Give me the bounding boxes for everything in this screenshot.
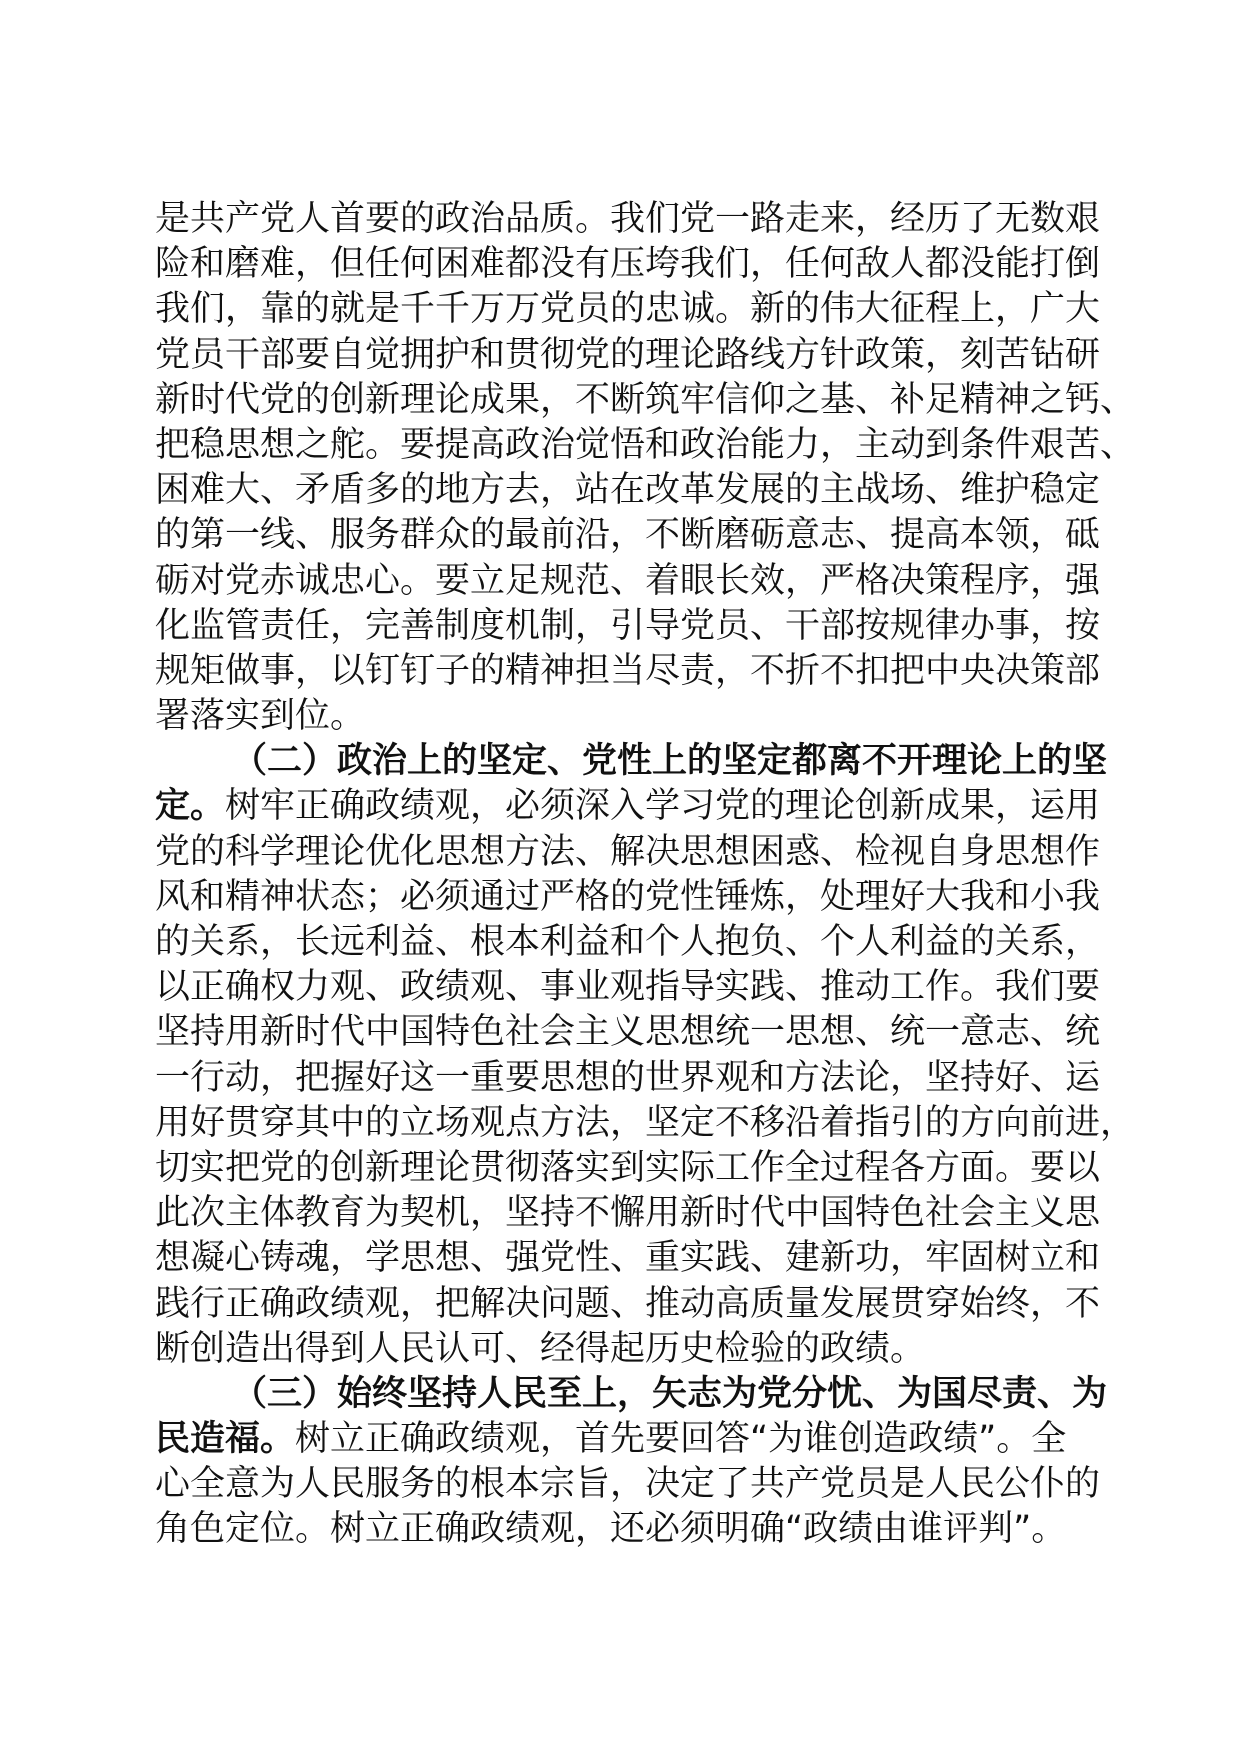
text-line: 砺对党赤诚忠心。要立足规范、着眼长效，严格决策程序，强: [155, 560, 1101, 601]
text-line: 坚持用新时代中国特色社会主义思想统一思想、统一意志、统: [155, 1012, 1101, 1053]
section-heading-2-end: 定。: [155, 786, 226, 827]
text-line: 心全意为人民服务的根本宗旨，决定了共产党员是人民公仆的: [155, 1464, 1101, 1505]
text-span: 树牢正确政绩观，必须深入学习党的理论创新成果，运用: [225, 786, 1101, 827]
text-line: 一行动，把握好这一重要思想的世界观和方法论，坚持好、运: [155, 1057, 1101, 1098]
text-line: 践行正确政绩观，把解决问题、推动高质量发展贯穿始终，不: [155, 1283, 1101, 1324]
text-span: 树立正确政绩观，首先要回答“为谁创造政绩”。全: [295, 1419, 1067, 1460]
text-line: 的关系，长远利益、根本利益和个人抱负、个人利益的关系，: [155, 922, 1101, 962]
text-line: 新时代党的创新理论成果，不断筑牢信仰之基、补足精神之钙、: [155, 379, 1136, 420]
text-line: 切实把党的创新理论贯彻落实到实际工作全过程各方面。要以: [155, 1147, 1101, 1188]
paragraph-1: [155, 197, 1136, 739]
text-line: 是共产党人首要的政治品质。我们党一路走来，经历了无数艰: [155, 199, 1101, 239]
text-line: 署落实到位。: [155, 696, 366, 737]
text-line: 化监管责任，完善制度机制，引导党员、干部按规律办事，按: [155, 605, 1101, 646]
text-line: 的第一线、服务群众的最前沿，不断磨砺意志、提高本领，砥: [155, 515, 1101, 556]
text-line: 党的科学理论优化思想方法、解决思想困惑、检视自身思想作: [155, 831, 1101, 872]
paragraph-3: [155, 1372, 1108, 1553]
text-line: 角色定位。树立正确政绩观，还必须明确“政绩由谁评判”。: [155, 1509, 1067, 1550]
text-line: 把稳思想之舵。要提高政治觉悟和政治能力，主动到条件艰苦、: [155, 424, 1136, 465]
paragraph-2: [155, 739, 1136, 1372]
text-line: 以正确权力观、政绩观、事业观指导实践、推动工作。我们要: [155, 967, 1101, 1008]
text-line: 困难大、矛盾多的地方去，站在改革发展的主战场、维护稳定: [155, 470, 1101, 511]
text-line: 断创造出得到人民认可、经得起历史检验的政绩。: [155, 1328, 926, 1369]
section-heading-3: （三）始终坚持人民至上，矢志为党分忧、为国尽责、为: [232, 1373, 1108, 1414]
text-line: 想凝心铸魂，学思想、强党性、重实践、建新功，牢固树立和: [155, 1238, 1101, 1279]
text-line: 党员干部要自觉拥护和贯彻党的理论路线方针政策，刻苦钻研: [155, 334, 1101, 375]
text-line: [155, 784, 1105, 829]
text-line: 险和磨难，但任何困难都没有压垮我们，任何敌人都没能打倒: [155, 244, 1101, 285]
text-line: 用好贯穿其中的立场观点方法，坚定不移沿着指引的方向前进，: [155, 1102, 1136, 1143]
section-heading-3-end: 民造福。: [155, 1419, 296, 1460]
text-line: [155, 1417, 1105, 1462]
text-line: 规矩做事，以钉钉子的精神担当尽责，不折不扣把中央决策部: [155, 650, 1101, 691]
text-line: 我们，靠的就是千千万万党员的忠诚。新的伟大征程上，广大: [155, 289, 1101, 330]
document-body: [155, 197, 1136, 1553]
text-line: 风和精神状态；必须通过严格的党性锤炼，处理好大我和小我: [155, 876, 1101, 917]
text-line: 此次主体教育为契机，坚持不懈用新时代中国特色社会主义思: [155, 1193, 1101, 1234]
section-heading-2: （二）政治上的坚定、党性上的坚定都离不开理论上的坚: [232, 741, 1108, 782]
